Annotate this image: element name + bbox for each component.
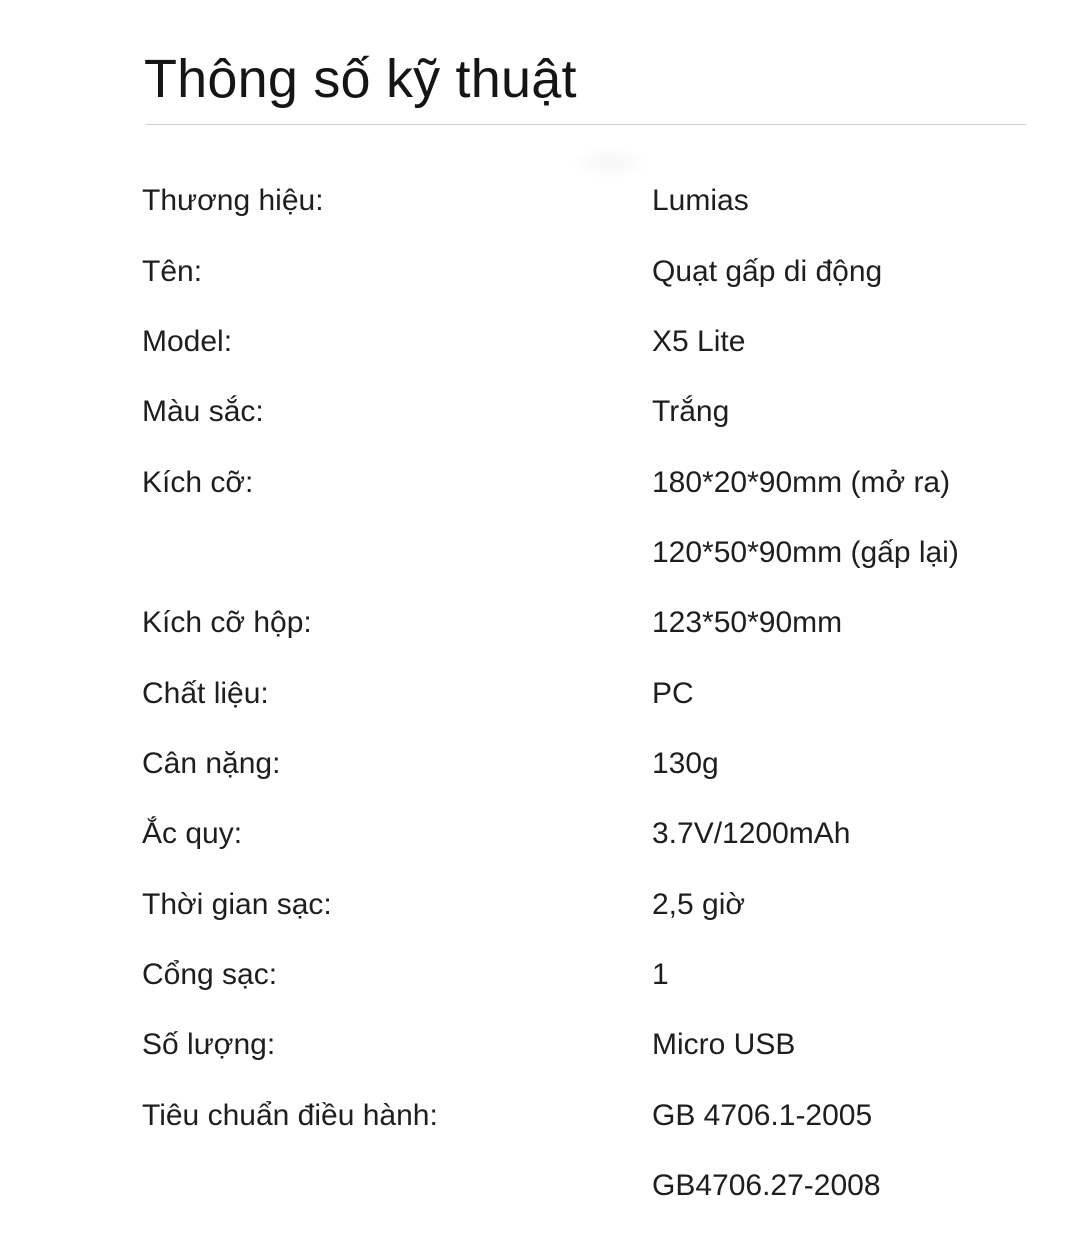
spec-table	[142, 166, 1022, 1221]
spec-label: Tiêu chuẩn điều hành:	[142, 1098, 438, 1132]
spec-value: Trắng	[652, 395, 730, 429]
spec-row	[142, 869, 1022, 939]
spec-value: 3.7V/1200mAh	[652, 817, 851, 851]
spec-value: GB 4706.1-2005	[652, 1098, 873, 1132]
spec-row	[142, 1151, 1022, 1221]
spec-value: Lumias	[652, 184, 749, 218]
spec-row	[142, 236, 1022, 306]
spec-label: Số lượng:	[142, 1028, 276, 1062]
spec-row	[142, 166, 1022, 236]
spec-value: 2,5 giờ	[652, 887, 746, 921]
spec-label: Chất liệu:	[142, 676, 269, 710]
spec-value: 130g	[652, 746, 719, 780]
spec-row	[142, 799, 1022, 869]
spec-value: 1	[652, 957, 669, 991]
spec-label: Màu sắc:	[142, 395, 264, 429]
spec-value: Quạt gấp di động	[652, 254, 883, 288]
spec-value: 123*50*90mm	[652, 606, 843, 640]
spec-row	[142, 307, 1022, 377]
spec-row	[142, 447, 1022, 517]
page-title: Thông số kỹ thuật	[144, 49, 577, 109]
spec-label: Kích cỡ hộp:	[142, 606, 312, 640]
spec-row	[142, 1010, 1022, 1080]
title-divider	[146, 124, 1026, 125]
spec-value: 180*20*90mm (mở ra)	[652, 465, 951, 499]
spec-label: Cổng sạc:	[142, 957, 278, 991]
spec-row	[142, 588, 1022, 658]
spec-row	[142, 377, 1022, 447]
spec-value: X5 Lite	[652, 324, 746, 358]
spec-label: Kích cỡ:	[142, 465, 254, 499]
spec-value: GB4706.27-2008	[652, 1168, 881, 1202]
spec-label: Cân nặng:	[142, 746, 281, 780]
spec-label: Model:	[142, 324, 233, 358]
spec-value: 120*50*90mm (gấp lại)	[652, 535, 959, 569]
spec-value: Micro USB	[652, 1028, 796, 1062]
spec-row	[142, 729, 1022, 799]
spec-value: PC	[652, 676, 694, 710]
spec-row	[142, 1080, 1022, 1150]
spec-label: Thời gian sạc:	[142, 887, 332, 921]
spec-row	[142, 518, 1022, 588]
spec-label: Ắc quy:	[142, 817, 243, 851]
spec-row	[142, 658, 1022, 728]
spec-row	[142, 940, 1022, 1010]
spec-label: Thương hiệu:	[142, 184, 324, 218]
spec-label: Tên:	[142, 254, 203, 288]
